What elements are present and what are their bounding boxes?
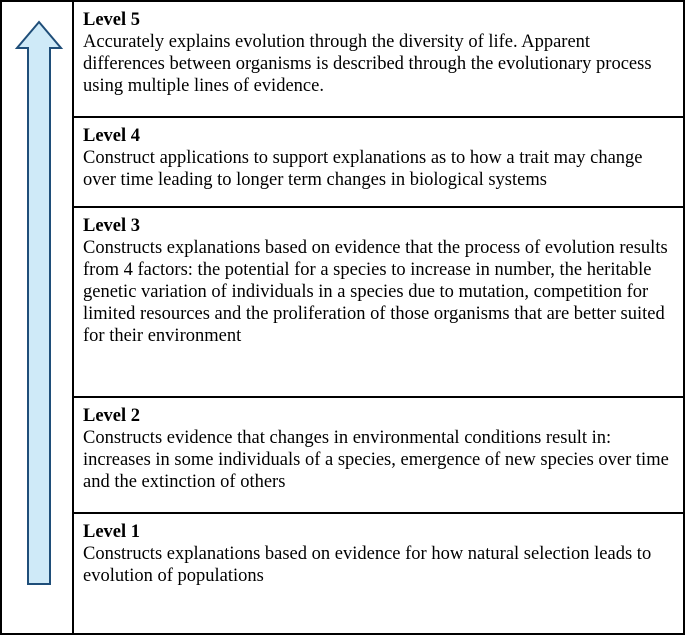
- level-5-title: Level 5: [83, 10, 141, 30]
- levels-list: [74, 2, 683, 633]
- level-4-title: Level 4: [83, 126, 141, 146]
- level-4-row: [74, 118, 683, 208]
- level-5-row: [74, 2, 683, 118]
- arrow-column: [2, 2, 74, 633]
- level-3-row: [74, 208, 683, 398]
- level-2-row: [74, 398, 683, 514]
- level-3-title: Level 3: [83, 216, 141, 236]
- level-2-title: Level 2: [83, 406, 141, 426]
- level-1-description: Constructs explanations based on evidence for how natural selection leads to evolution of populations: [83, 544, 652, 586]
- level-2-description: Constructs evidence that changes in environmental conditions result in: increases in some individuals of a species, emergence of new species over time and the extinction of others: [83, 428, 669, 492]
- level-1-row: [74, 514, 683, 633]
- level-5-description: Accurately explains evolution through the diversity of life. Apparent differences between organisms is described through the evolutionary process using multiple lines of evidence.: [83, 32, 652, 96]
- level-1-title: Level 1: [83, 522, 141, 542]
- up-arrow-icon: [2, 2, 72, 633]
- level-4-description: Construct applications to support explanations as to how a trait may change over time leading to longer term changes in biological systems: [83, 148, 643, 190]
- level-3-description: Constructs explanations based on evidence that the process of evolution results from 4 factors: the potential for a species to increase in number, the heritable genetic variation of individuals in a species due to mutation, competition for limited resources and the proliferation of those organisms that are better suited for their environment: [83, 238, 668, 346]
